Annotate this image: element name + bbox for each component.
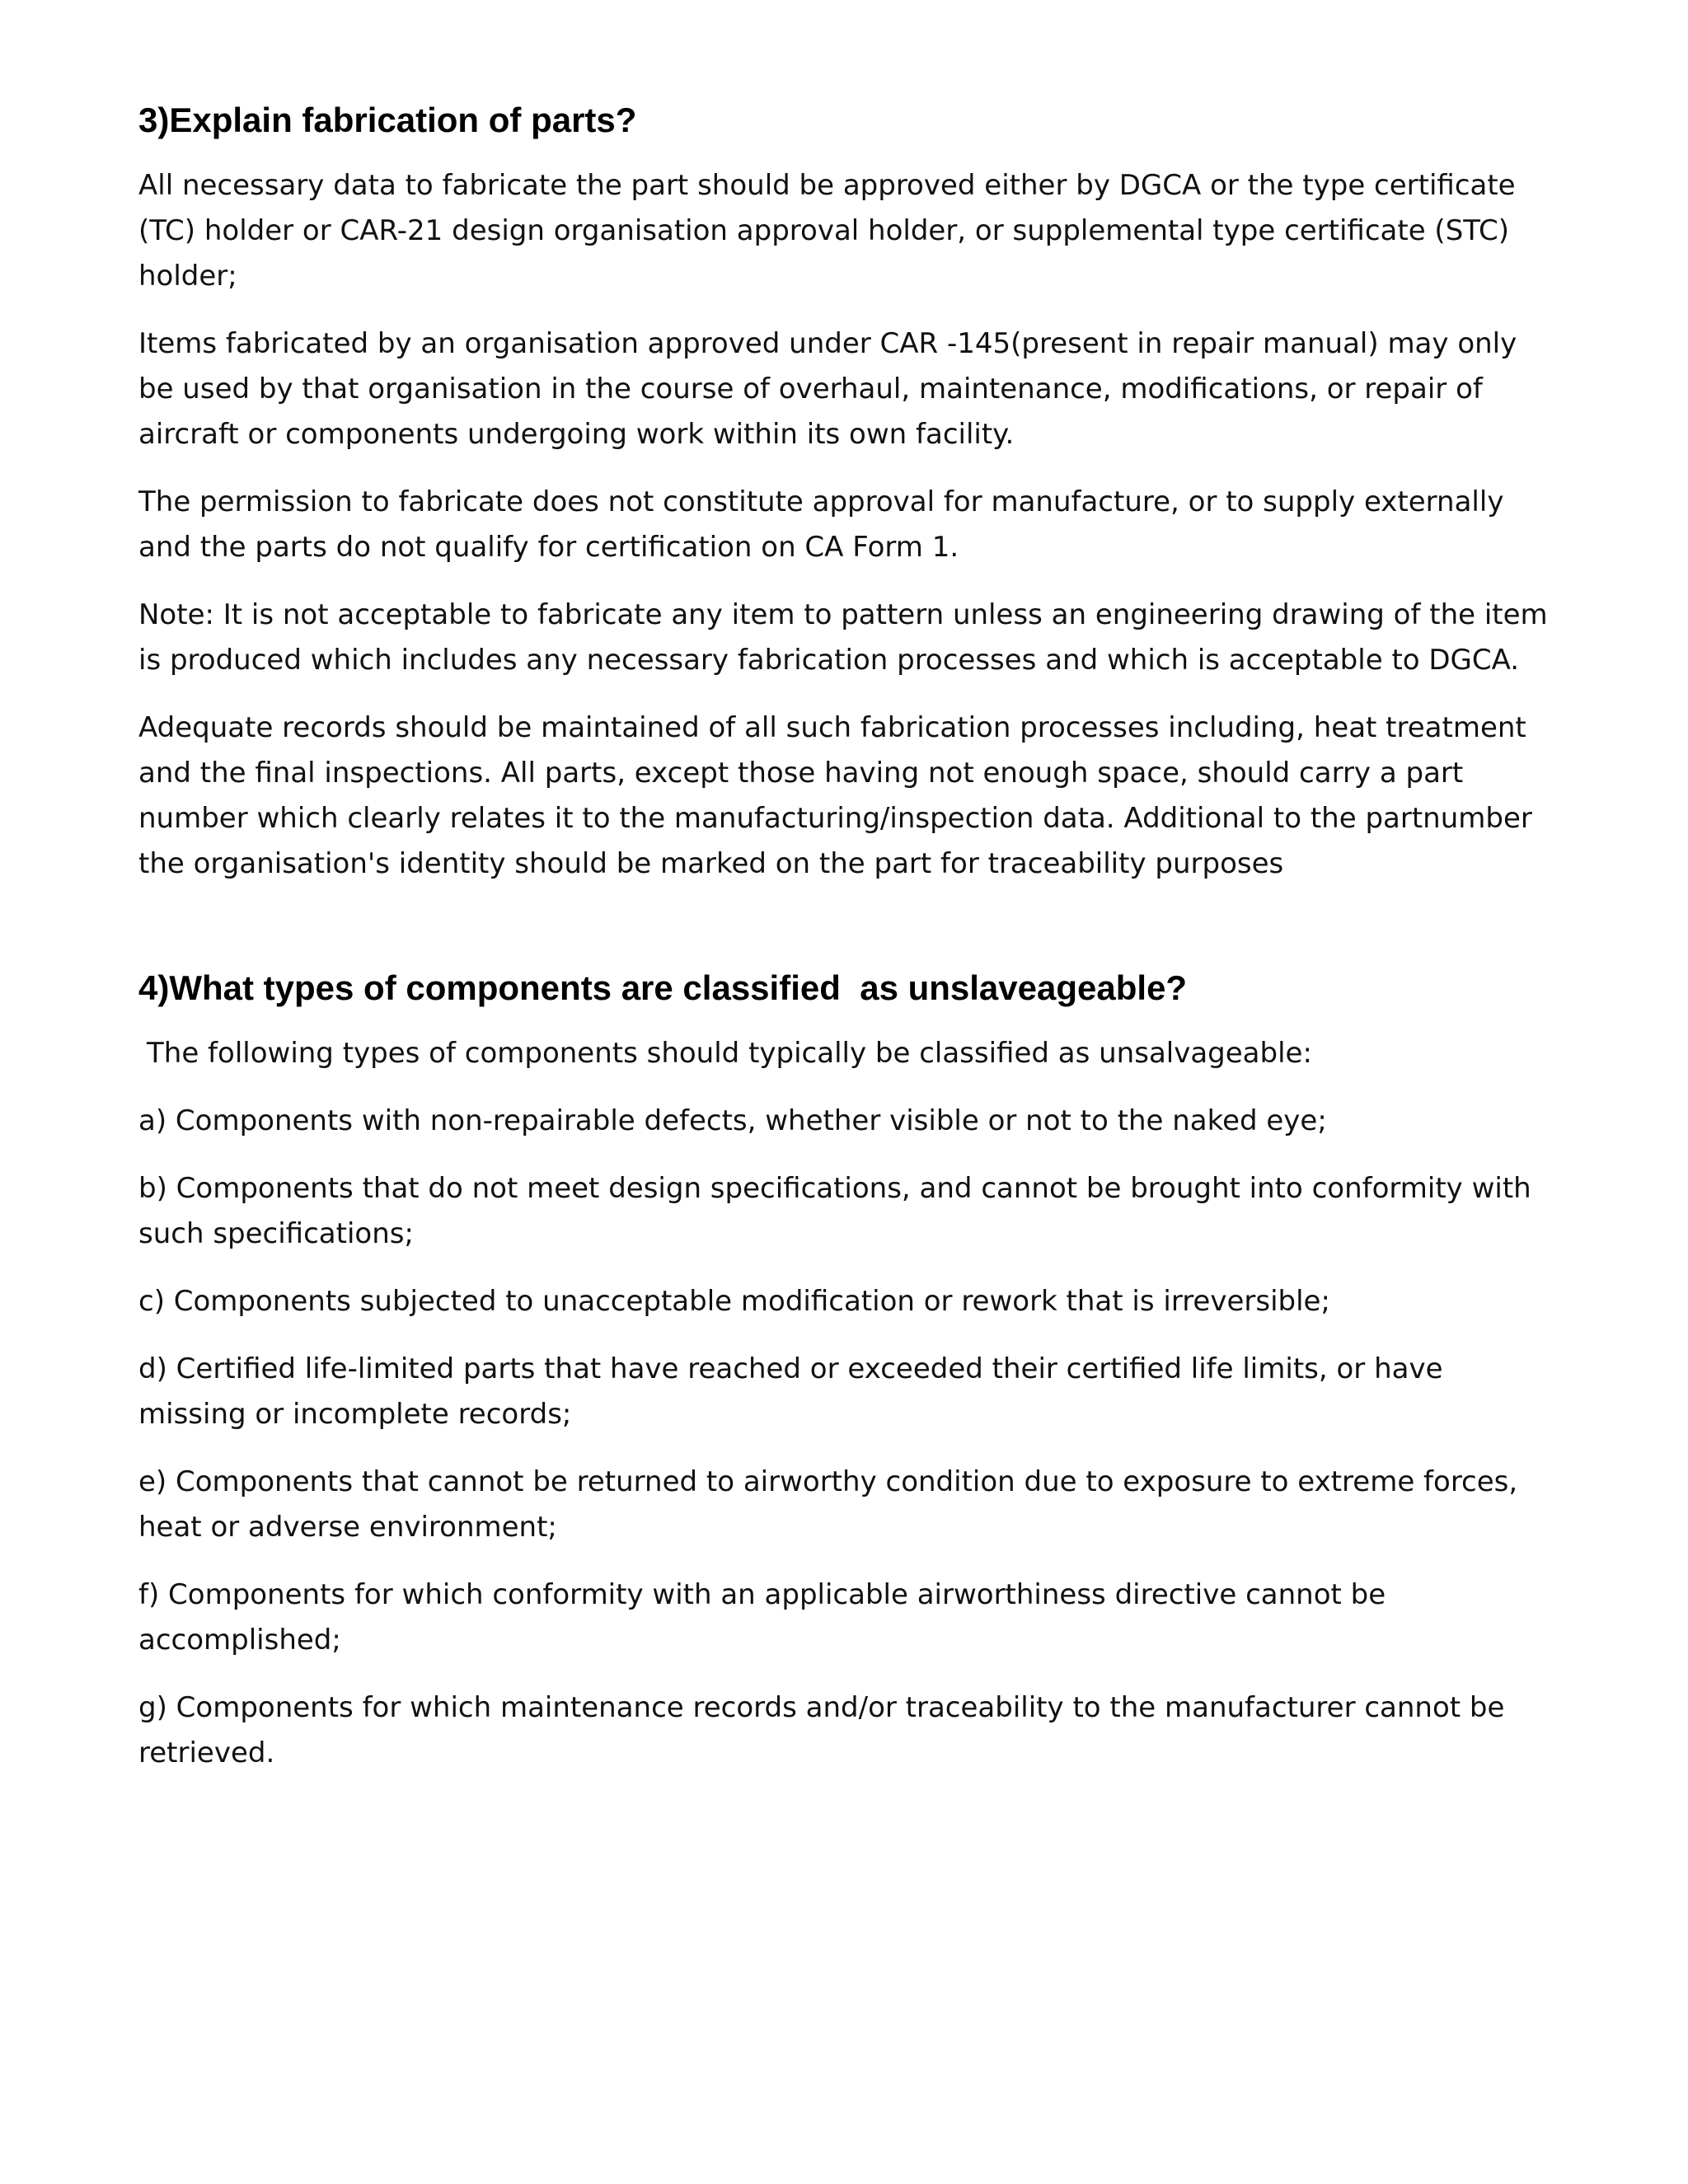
list-item-f: f) Components for which conformity with an applicable airworthiness directive cannot be accomplished; (138, 1578, 1386, 1657)
list-item-c: c) Components subjected to unacceptable modification or rework that is irreversible; (138, 1285, 1330, 1318)
list-item-e: e) Components that cannot be returned to airworthy condition due to exposure to extreme forces, heat or adverse environment; (138, 1465, 1518, 1544)
paragraph-permission: The permission to fabricate does not constitute approval for manufacture, or to supply externally and the parts do not qualify for certification on CA Form 1. (138, 485, 1504, 564)
list-item-d: d) Certified life-limited parts that have reached or exceeded their certified life limits, or have missing or incomplete records; (138, 1352, 1443, 1431)
paragraph-approved-data: All necessary data to fabricate the part should be approved either by DGCA or the type certificate (TC) holder or CAR-21 design organisation approval holder, or supplemental type certificate (STC) holder; (138, 169, 1516, 293)
list-item-a: a) Components with non-repairable defects, whether visible or not to the naked eye; (138, 1104, 1327, 1137)
paragraph-intro: The following types of components should typically be classified as unsalvageable: (147, 1037, 1312, 1070)
section-unsalvageable (138, 965, 1556, 1776)
list-item-b: b) Components that do not meet design specifications, and cannot be brought into conformity with such specifications; (138, 1172, 1531, 1250)
paragraph-note: Note: It is not acceptable to fabricate any item to pattern unless an engineering drawing of the item is produced which includes any necessary fabrication processes and which is acceptable to DGCA. (138, 598, 1548, 677)
paragraph-records: Adequate records should be maintained of all such fabrication processes including, heat treatment and the final inspections. All parts, except those having not enough space, should carry a part number which clearly relates it to the manufacturing/inspection data. Additional to the partnumber the organisation's identity should be marked on the part for traceability purposes (138, 711, 1532, 880)
section-heading-fabrication: 3)Explain fabrication of parts? (138, 101, 637, 139)
list-item-g: g) Components for which maintenance records and/or traceability to the manufacturer cannot be retrieved. (138, 1691, 1505, 1769)
section-heading-unsalvageable: 4)What types of components are classified as unslaveageable? (138, 968, 1188, 1007)
paragraph-car145-usage: Items fabricated by an organisation approved under CAR -145(present in repair manual) may only be used by that organisation in the course of overhaul, maintenance, modifications, or repair of aircraft or components undergoing work within its own facility. (138, 327, 1517, 451)
section-fabrication (138, 97, 1556, 887)
